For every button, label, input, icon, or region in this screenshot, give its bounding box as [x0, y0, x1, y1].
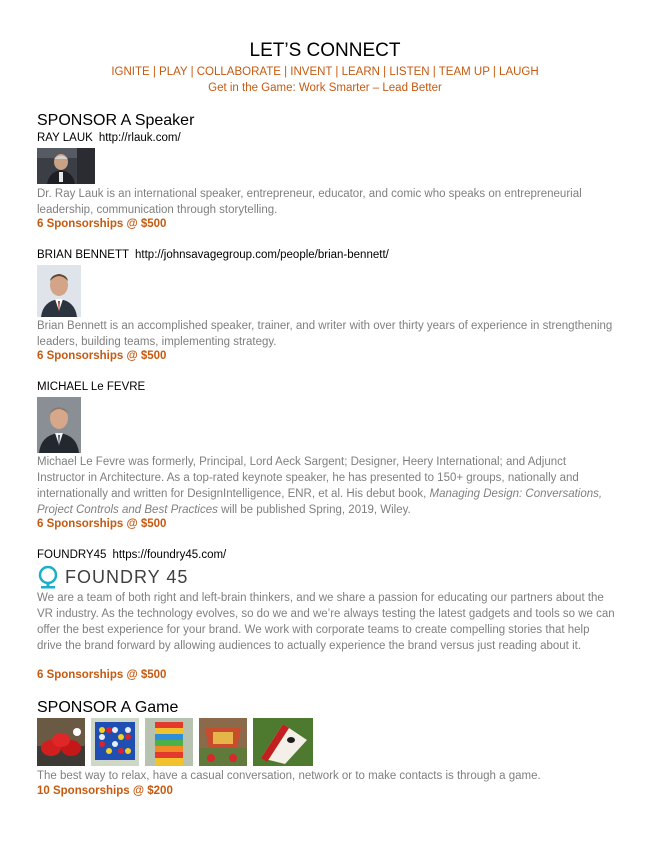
game-sponsorship-info: 10 Sponsorships @ $200	[37, 785, 173, 797]
speaker-description: We are a team of both right and left-brain thinkers, and we share a passion for educating our partners about the VR industry. As the technology evolves, so do we and we’re always testing the latest gadgets and tools so we can offer the best experience for your brand. We work with corporate teams to create compelling stories that help drive the brand forward by allowing audiences to actually experience the brand versus just reading about it.	[37, 592, 615, 652]
speaker-heading-michael-le-fevre	[37, 381, 145, 393]
speaker-name: FOUNDRY45	[37, 549, 107, 561]
giant-jenga-photo	[145, 718, 193, 766]
speaker-name: MICHAEL Le FEVRE	[37, 381, 146, 393]
outdoor-games-photo	[199, 718, 247, 766]
foundry45-logo-text: FOUNDRY 45	[65, 566, 189, 587]
foundry45-logo-icon	[37, 565, 59, 589]
speaker-heading-ray-lauk	[37, 132, 181, 144]
sponsorship-info: 6 Sponsorships @ $500	[37, 350, 167, 362]
subtagline: Get in the Game: Work Smarter – Lead Better	[208, 82, 442, 94]
book-title: Managing Design: Conversations, Project Controls and Best Practices	[37, 488, 603, 516]
sponsorship-info: 6 Sponsorships @ $500	[37, 218, 167, 230]
speaker-heading-foundry45	[37, 549, 226, 561]
speaker-url[interactable]: http://rlauk.com/	[98, 132, 181, 144]
speaker-section-heading: SPONSOR A Speaker	[37, 112, 195, 129]
ray-lauk-photo	[37, 148, 95, 184]
sponsorship-info: 6 Sponsorships @ $500	[37, 518, 167, 530]
brian-bennett-photo	[37, 265, 81, 317]
cornhole-photo	[253, 718, 313, 766]
foundry45-logo	[37, 565, 188, 589]
speaker-url[interactable]: https://foundry45.com/	[112, 549, 227, 561]
giant-pong-photo	[37, 718, 85, 766]
speaker-heading-brian-bennett	[37, 249, 389, 261]
speaker-name: RAY LAUK	[37, 132, 93, 144]
game-section-heading: SPONSOR A Game	[37, 699, 179, 716]
speaker-description: Michael Le Fevre was formerly, Principal, Lord Aeck Sargent; Designer, Heery International; and Adjunct Instructor in Architecture. As a top-rated keynote speaker, he has presented to 150+ groups, nationally and internationally and written for DesignIntelligence, ENR, et al. His debut book, Managing Design: Conversations, Project Controls and Best Practices will be published Spring, 2019, Wiley.	[37, 456, 603, 516]
speaker-name: BRIAN BENNETT	[37, 249, 130, 261]
tagline: IGNITE | PLAY | COLLABORATE | INVENT | LEARN | LISTEN | TEAM UP | LAUGH	[111, 66, 539, 78]
page-title: LET’S CONNECT	[249, 40, 401, 61]
giant-connect-four-photo	[91, 718, 139, 766]
speaker-url[interactable]: http://johnsavagegroup.com/people/brian-bennett/	[135, 249, 389, 261]
speaker-description: Dr. Ray Lauk is an international speaker, entrepreneur, educator, and comic who speaks on entrepreneurial leadership, communication through storytelling.	[37, 188, 582, 216]
game-description: The best way to relax, have a casual conversation, network or to make contacts is through a game.	[37, 770, 541, 782]
speaker-description: Brian Bennett is an accomplished speaker, trainer, and writer with over thirty years of experience in strengthening leaders, building teams, implementing strategy.	[37, 320, 613, 348]
sponsorship-info: 6 Sponsorships @ $500	[37, 669, 167, 681]
michael-le-fevre-photo	[37, 397, 81, 453]
